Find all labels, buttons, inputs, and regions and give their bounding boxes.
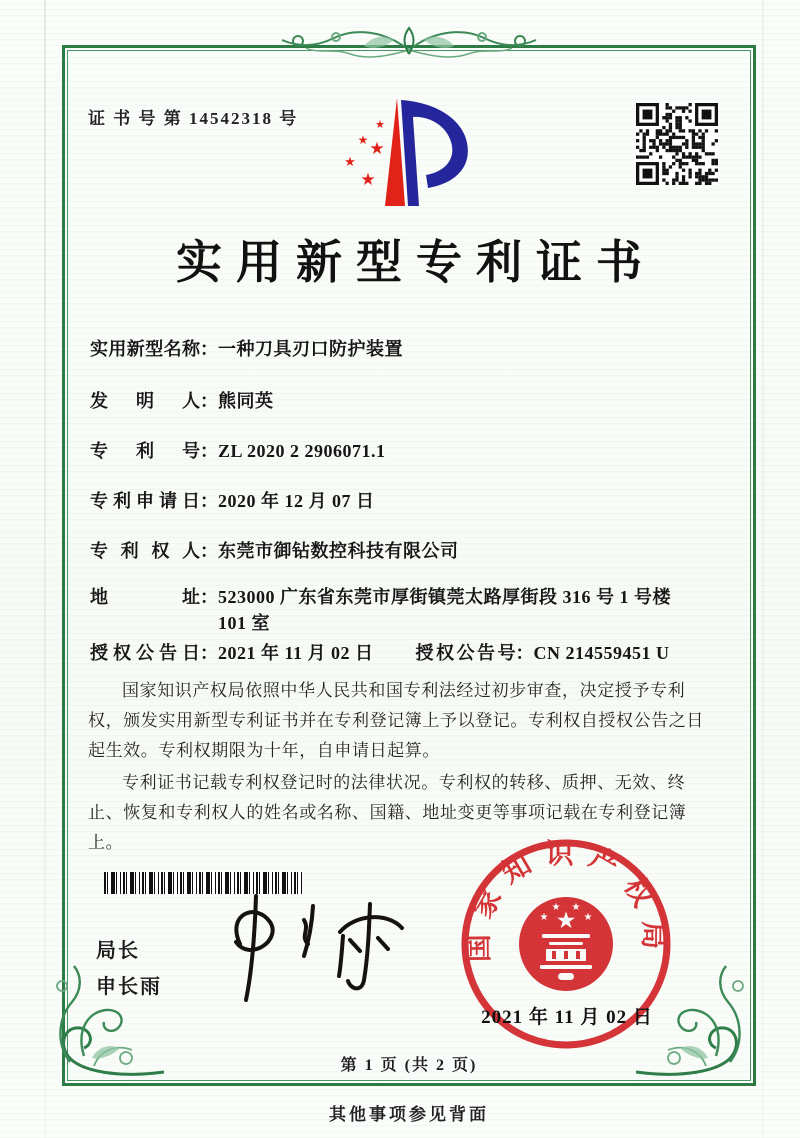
field-utility-model-name (90, 336, 720, 362)
field-label: 实用新型名称 (90, 339, 200, 359)
field-patentee (90, 538, 720, 564)
signer-title: 局长 (96, 940, 140, 962)
field-colon: ： (200, 491, 218, 511)
signature-graphic (192, 886, 432, 1008)
field-value: 东莞市御钻数控科技有限公司 (218, 541, 459, 561)
national-emblem-icon (519, 897, 613, 991)
field-value: 2020 年 12 月 07 日 (218, 491, 375, 511)
field-grant-number (416, 640, 670, 666)
svg-text:★: ★ (360, 170, 376, 189)
field-value: 一种刀具刃口防护装置 (218, 339, 403, 359)
field-value: ZL 2020 2 2906071.1 (218, 441, 386, 461)
field-colon: ： (200, 339, 218, 359)
legal-paragraph-1: 国家知识产权局依照中华人民共和国专利法经过初步审查，决定授予专利权，颁发实用新型专利证书并在专利登记簿上予以登记。专利权自授权公告之日起生效。专利权期限为十年，自申请日起算。 (88, 681, 704, 760)
certificate-number: 证 书 号 第 14542318 号 (88, 109, 299, 128)
field-address (90, 584, 720, 636)
field-inventor (90, 388, 720, 414)
svg-text:★: ★ (551, 902, 561, 913)
field-filing-date (90, 488, 720, 514)
svg-text:★: ★ (539, 912, 549, 923)
svg-text:★: ★ (583, 912, 593, 923)
legal-text-block (88, 676, 718, 860)
grant-date-value: 2021 年 11 月 02 日 (218, 643, 374, 663)
field-label: 发明人 (90, 391, 200, 411)
scan-edge (44, 0, 46, 1138)
field-colon: ： (200, 441, 218, 461)
svg-text:★: ★ (555, 908, 577, 933)
field-label: 授权公告号 (415, 643, 516, 663)
seal-agency-text: 国家知识产权局 (463, 838, 669, 963)
field-label: 专利申请日 (90, 491, 200, 511)
qr-code (636, 103, 718, 185)
certificate-title: 实用新型专利证书 (176, 237, 656, 288)
field-colon: ： (200, 643, 218, 663)
page-number: 第 1 页 (共 2 页) (340, 1057, 478, 1074)
svg-text:★: ★ (571, 902, 581, 913)
seal-date: 2021 年 11 月 02 日 (481, 1007, 653, 1028)
field-colon: ： (200, 541, 218, 561)
field-value: 523000 广东省东莞市厚街镇莞太路厚街段 316 号 1 号楼 101 室 (218, 587, 671, 633)
grant-number-value: CN 214559451 U (533, 643, 670, 663)
svg-text:★: ★ (375, 119, 385, 131)
field-patent-number (90, 438, 720, 464)
field-colon: ： (200, 391, 218, 411)
svg-text:★: ★ (344, 154, 356, 169)
field-grant-row (90, 640, 720, 666)
cnipa-logo-icon (326, 88, 480, 218)
back-side-note: 其他事项参见背面 (329, 1105, 489, 1124)
scan-edge (762, 0, 764, 1138)
field-label: 授权公告日 (90, 643, 200, 663)
field-value: 熊同英 (218, 391, 274, 411)
field-label: 地址 (90, 587, 200, 607)
field-colon: ： (515, 643, 534, 663)
field-colon: ： (200, 587, 218, 607)
svg-text:★: ★ (369, 139, 385, 158)
signer-name: 申长雨 (96, 976, 162, 998)
field-label: 专利权人 (90, 541, 200, 561)
legal-paragraph-2: 专利证书记载专利权登记时的法律状况。专利权的转移、质押、无效、终止、恢复和专利权人的姓名或名称、国籍、地址变更等事项记载在专利登记簿上。 (88, 773, 687, 852)
field-label: 专利号 (90, 441, 200, 461)
svg-text:★: ★ (357, 133, 369, 147)
